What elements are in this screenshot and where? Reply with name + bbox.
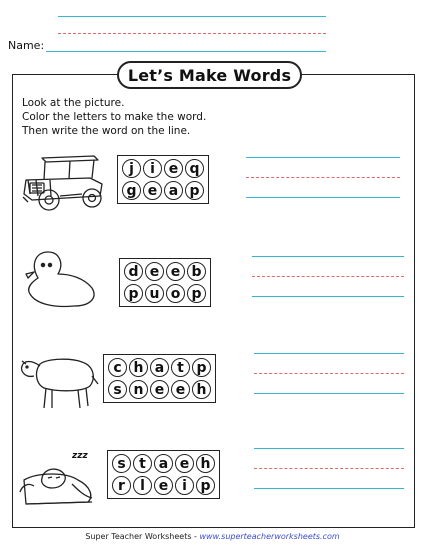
name-line[interactable] xyxy=(46,51,326,52)
answer-line-4-top[interactable] xyxy=(254,448,404,449)
letter-bubble[interactable]: d xyxy=(124,262,143,281)
answer-line-2-top[interactable] xyxy=(252,256,404,257)
letter-box-4 xyxy=(107,450,220,499)
page-title: Let’s Make Words xyxy=(117,61,302,89)
instructions xyxy=(22,96,206,138)
answer-line-1-mid xyxy=(246,177,400,178)
instruction-line-2: Color the letters to make the word. xyxy=(22,111,207,123)
letter-bubble[interactable]: n xyxy=(129,380,148,399)
letter-bubble[interactable]: s xyxy=(112,454,131,473)
answer-line-1-top[interactable] xyxy=(246,157,400,158)
letter-bubble[interactable]: p xyxy=(185,181,204,200)
sheep-icon xyxy=(18,350,102,412)
answer-line-3-base[interactable] xyxy=(254,393,404,394)
letter-bubble[interactable]: e xyxy=(145,262,164,281)
letter-bubble[interactable]: t xyxy=(133,454,152,473)
answer-line-4-mid xyxy=(254,468,404,469)
letter-bubble[interactable]: e xyxy=(175,454,194,473)
letter-bubble[interactable]: j xyxy=(122,159,141,178)
letter-bubble[interactable]: c xyxy=(108,358,127,377)
letter-bubble[interactable]: l xyxy=(133,476,152,495)
instruction-line-3: Then write the word on the line. xyxy=(22,125,191,137)
letter-bubble[interactable]: h xyxy=(129,358,148,377)
letter-bubble[interactable]: e xyxy=(154,476,173,495)
letter-bubble[interactable]: i xyxy=(143,159,162,178)
letter-bubble[interactable]: p xyxy=(196,476,215,495)
header-line-top xyxy=(58,16,326,17)
letter-bubble[interactable]: e xyxy=(164,159,183,178)
header-line-dashed xyxy=(58,33,326,34)
letter-bubble[interactable]: a xyxy=(154,454,173,473)
answer-line-4-base[interactable] xyxy=(254,488,404,489)
answer-line-3-mid xyxy=(254,373,404,374)
letter-bubble[interactable]: a xyxy=(150,358,169,377)
letter-bubble[interactable]: i xyxy=(175,476,194,495)
letter-bubble[interactable]: e xyxy=(166,262,185,281)
title-wing-right xyxy=(302,74,415,75)
letter-box-2 xyxy=(119,258,211,307)
letter-bubble[interactable]: p xyxy=(192,358,211,377)
letter-box-1 xyxy=(117,155,209,204)
letter-bubble[interactable]: q xyxy=(185,159,204,178)
letter-bubble[interactable]: p xyxy=(124,284,143,303)
letter-bubble[interactable]: t xyxy=(171,358,190,377)
letter-bubble[interactable]: e xyxy=(150,380,169,399)
answer-line-3-top[interactable] xyxy=(254,353,404,354)
letter-bubble[interactable]: a xyxy=(164,181,183,200)
letter-bubble[interactable]: e xyxy=(171,380,190,399)
chick-icon xyxy=(18,248,100,310)
letter-bubble[interactable]: p xyxy=(187,284,206,303)
answer-line-2-base[interactable] xyxy=(252,296,404,297)
footer-url[interactable]: www.superteacherworksheets.com xyxy=(199,532,340,541)
name-label: Name: xyxy=(8,39,45,52)
answer-line-2-mid xyxy=(252,276,404,277)
footer xyxy=(0,532,425,541)
letter-bubble[interactable]: h xyxy=(192,380,211,399)
jeep-icon xyxy=(20,150,106,216)
letter-bubble[interactable]: e xyxy=(143,181,162,200)
sleep-zzz: zzz xyxy=(72,451,88,461)
letter-bubble[interactable]: b xyxy=(187,262,206,281)
letter-bubble[interactable]: r xyxy=(112,476,131,495)
letter-bubble[interactable]: u xyxy=(145,284,164,303)
footer-brand: Super Teacher Worksheets - xyxy=(85,532,200,541)
letter-bubble[interactable]: h xyxy=(196,454,215,473)
title-wing-left xyxy=(12,74,117,75)
letter-box-3 xyxy=(103,354,216,403)
instruction-line-1: Look at the picture. xyxy=(22,97,125,109)
letter-bubble[interactable]: s xyxy=(108,380,127,399)
letter-bubble[interactable]: o xyxy=(166,284,185,303)
letter-bubble[interactable]: g xyxy=(122,181,141,200)
answer-line-1-base[interactable] xyxy=(246,197,400,198)
